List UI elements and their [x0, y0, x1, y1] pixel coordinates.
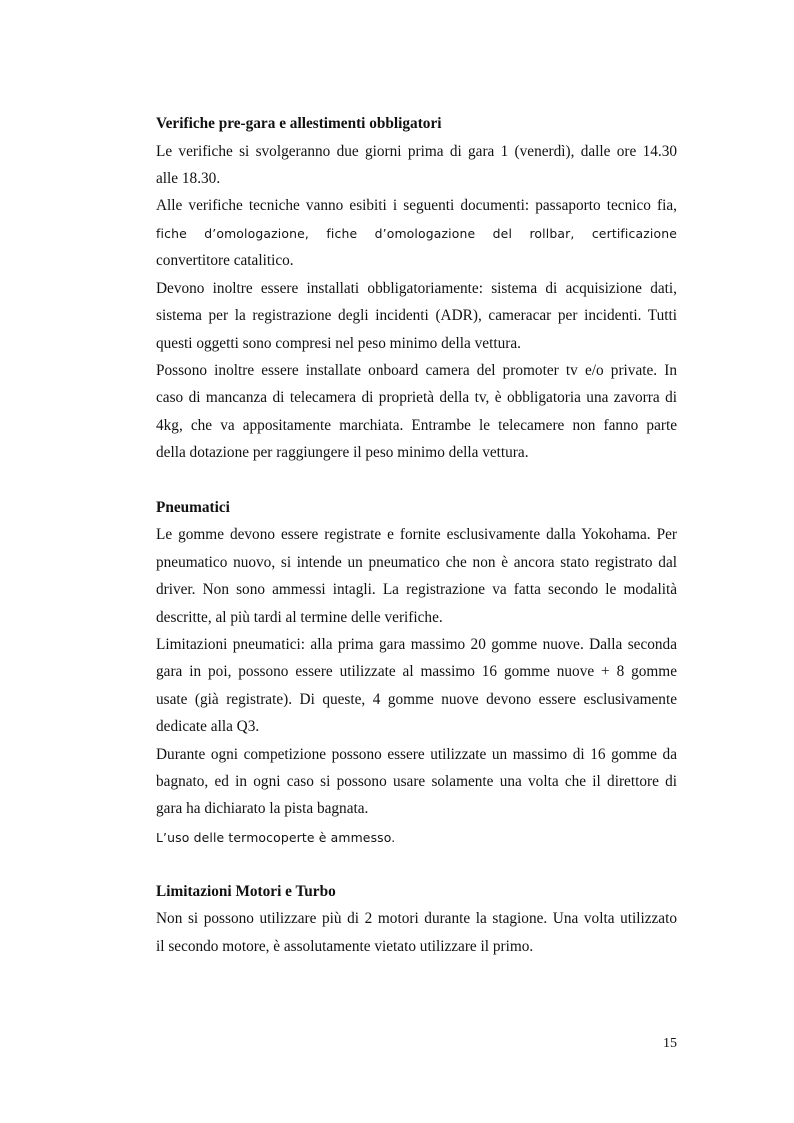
text-line: sistema per la registrazione degli incidenti (ADR), cameracar per incidenti. Tutti [156, 307, 677, 324]
text-line: Devono inoltre essere installati obbligatoriamente: sistema di acquisizione dati, [156, 280, 677, 297]
text-line: dedicate alla Q3. [156, 718, 260, 735]
section-heading-motori: Limitazioni Motori e Turbo [156, 883, 336, 900]
section-heading-pneumatici: Pneumatici [156, 499, 230, 516]
text-line: questi oggetti sono compresi nel peso minimo della vettura. [156, 335, 521, 352]
section-heading-verifiche: Verifiche pre-gara e allestimenti obbligatori [156, 115, 442, 132]
text-line: Limitazioni pneumatici: alla prima gara massimo 20 gomme nuove. Dalla seconda [156, 636, 677, 653]
text-line: Le gomme devono essere registrate e fornite esclusivamente dalla Yokohama. Per [156, 526, 677, 543]
text-line: Possono inoltre essere installate onboard camera del promoter tv e/o private. In [156, 362, 677, 379]
text-line: pneumatico nuovo, si intende un pneumatico che non è ancora stato registrato dal [156, 554, 677, 571]
text-line: convertitore catalitico. [156, 252, 294, 269]
text-line: bagnato, ed in ogni caso si possono usare solamente una volta che il direttore di [156, 773, 677, 790]
page-number: 15 [663, 1036, 677, 1051]
text-line: Durante ogni competizione possono essere utilizzate un massimo di 16 gomme da [156, 746, 677, 763]
text-line: della dotazione per raggiungere il peso minimo della vettura. [156, 444, 529, 461]
text-line: gara in poi, possono essere utilizzate al massimo 16 gomme nuove + 8 gomme [156, 663, 677, 680]
text-line: il secondo motore, è assolutamente vietato utilizzare il primo. [156, 938, 534, 955]
text-line: Non si possono utilizzare più di 2 motori durante la stagione. Una volta utilizzato [156, 910, 677, 927]
text-line: alle 18.30. [156, 170, 221, 187]
text-line: Alle verifiche tecniche vanno esibiti i seguenti documenti: passaporto tecnico fia, [156, 197, 677, 214]
text-line: fiche d’omologazione, fiche d’omologazione del rollbar, certificazione [156, 226, 677, 241]
text-line: caso di mancanza di telecamera di proprietà della tv, è obbligatoria una zavorra di [156, 389, 677, 406]
text-line: driver. Non sono ammessi intagli. La registrazione va fatta secondo le modalità [156, 581, 677, 598]
text-line: gara ha dichiarato la pista bagnata. [156, 800, 369, 817]
text-line: L’uso delle termocoperte è ammesso. [156, 830, 396, 845]
text-line: Le verifiche si svolgeranno due giorni prima di gara 1 (venerdì), dalle ore 14.30 [156, 143, 677, 160]
text-line: 4kg, che va appositamente marchiata. Entrambe le telecamere non fanno parte [156, 417, 677, 434]
text-line: usate (già registrate). Di queste, 4 gomme nuove devono essere esclusivamente [156, 691, 677, 708]
text-line: descritte, al più tardi al termine delle verifiche. [156, 609, 443, 626]
